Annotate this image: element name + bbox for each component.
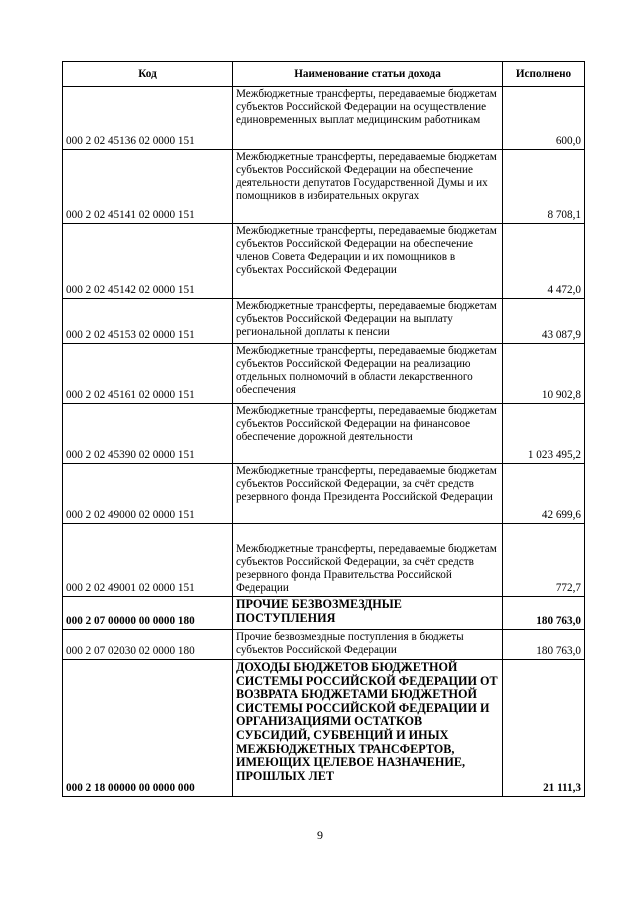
row-code: 000 2 07 02030 02 0000 180 [63, 630, 233, 660]
row-code: 000 2 02 45142 02 0000 151 [63, 224, 233, 299]
row-name: Межбюджетные трансферты, передаваемые бюджетам субъектов Российской Федерации, за счёт средств резервного фонда Президента Российской Федерации [233, 464, 503, 524]
row-code: 000 2 02 45161 02 0000 151 [63, 344, 233, 404]
table-row-section [63, 597, 585, 630]
header-code: Код [63, 62, 233, 87]
row-value: 43 087,9 [503, 299, 585, 344]
row-value: 8 708,1 [503, 150, 585, 224]
row-name: Межбюджетные трансферты, передаваемые бюджетам субъектов Российской Федерации на реализацию отдельных полномочий в области лекарственного обеспечения [233, 344, 503, 404]
table-row [63, 630, 585, 660]
row-name: ПРОЧИЕ БЕЗВОЗМЕЗДНЫЕ ПОСТУПЛЕНИЯ [233, 597, 503, 630]
table-row [63, 224, 585, 299]
row-value: 4 472,0 [503, 224, 585, 299]
row-code: 000 2 07 00000 00 0000 180 [63, 597, 233, 630]
row-value: 180 763,0 [503, 597, 585, 630]
row-code: 000 2 02 45136 02 0000 151 [63, 87, 233, 150]
row-value: 772,7 [503, 524, 585, 597]
page-number: 9 [317, 828, 323, 842]
table-row [63, 344, 585, 404]
row-code: 000 2 02 49001 02 0000 151 [63, 524, 233, 597]
row-value: 42 699,6 [503, 464, 585, 524]
table-row [63, 87, 585, 150]
row-name: Межбюджетные трансферты, передаваемые бюджетам субъектов Российской Федерации на обеспечение членов Совета Федерации и их помощников в субъектах Российской Федерации [233, 224, 503, 299]
header-name: Наименование статьи дохода [233, 62, 503, 87]
table-row [63, 464, 585, 524]
table-row [63, 404, 585, 464]
table-row [63, 299, 585, 344]
row-name: Прочие безвозмездные поступления в бюджеты субъектов Российской Федерации [233, 630, 503, 660]
row-code: 000 2 18 00000 00 0000 000 [63, 660, 233, 797]
row-name: Межбюджетные трансферты, передаваемые бюджетам субъектов Российской Федерации, за счёт средств резервного фонда Правительства Российской Федерации [233, 524, 503, 597]
row-code: 000 2 02 45390 02 0000 151 [63, 404, 233, 464]
row-name: Межбюджетные трансферты, передаваемые бюджетам субъектов Российской Федерации на обеспечение деятельности депутатов Государственной Думы и их помощников в избирательных округах [233, 150, 503, 224]
revenue-table [62, 61, 585, 797]
table-row [63, 524, 585, 597]
row-name: Межбюджетные трансферты, передаваемые бюджетам субъектов Российской Федерации на осуществление единовременных выплат медицинским работникам [233, 87, 503, 150]
table-row [63, 150, 585, 224]
row-value: 10 902,8 [503, 344, 585, 404]
table-row-section [63, 660, 585, 797]
row-name: Межбюджетные трансферты, передаваемые бюджетам субъектов Российской Федерации на выплату региональной доплаты к пенсии [233, 299, 503, 344]
table-header-row [63, 62, 585, 87]
row-code: 000 2 02 45153 02 0000 151 [63, 299, 233, 344]
row-value: 600,0 [503, 87, 585, 150]
row-value: 1 023 495,2 [503, 404, 585, 464]
row-value: 21 111,3 [503, 660, 585, 797]
row-value: 180 763,0 [503, 630, 585, 660]
row-name: Межбюджетные трансферты, передаваемые бюджетам субъектов Российской Федерации на финансовое обеспечение дорожной деятельности [233, 404, 503, 464]
row-code: 000 2 02 45141 02 0000 151 [63, 150, 233, 224]
row-code: 000 2 02 49000 02 0000 151 [63, 464, 233, 524]
row-name: ДОХОДЫ БЮДЖЕТОВ БЮДЖЕТНОЙ СИСТЕМЫ РОССИЙСКОЙ ФЕДЕРАЦИИ ОТ ВОЗВРАТА БЮДЖЕТАМИ БЮДЖЕТНОЙ СИСТЕМЫ РОССИЙСКОЙ ФЕДЕРАЦИИ И ОРГАНИЗАЦИЯМИ ОСТАТКОВ СУБСИДИЙ, СУБВЕНЦИЙ И ИНЫХ МЕЖБЮДЖЕТНЫХ ТРАНСФЕРТОВ, ИМЕЮЩИХ ЦЕЛЕВОЕ НАЗНАЧЕНИЕ, ПРОШЛЫХ ЛЕТ [233, 660, 503, 797]
header-value: Исполнено [503, 62, 585, 87]
